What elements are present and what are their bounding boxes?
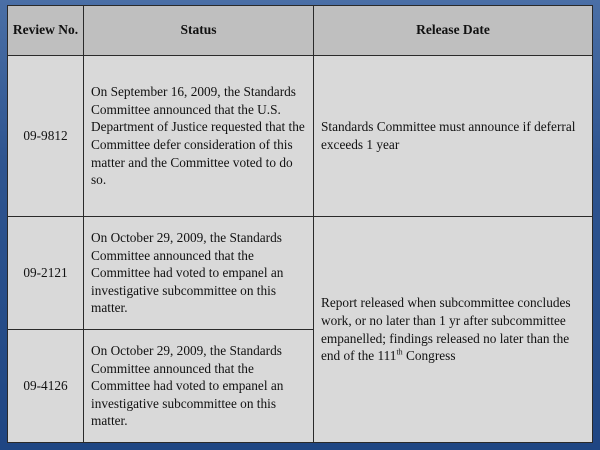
status-text: On October 29, 2009, the Standards Committee announced that the Committee had voted to empanel an investigative subcommittee on this matter. (84, 330, 314, 443)
status-text: On September 16, 2009, the Standards Committee announced that the U.S. Department of Justice requested that the Committee defer consideration of this matter and the Committee voted to do so. (84, 56, 314, 217)
review-number: 09-2121 (8, 217, 84, 330)
review-status-table (7, 5, 593, 443)
release-date-text-shared (314, 217, 593, 443)
header-review-no: Review No. (8, 6, 84, 56)
release-shared-text: Report released when subcommittee concludes work, or no later than 1 yr after subcommittee empanelled; findings released no later than the end of the 111 (321, 295, 571, 364)
table-row (8, 56, 593, 217)
header-status: Status (84, 6, 314, 56)
header-release-date: Release Date (314, 6, 593, 56)
release-shared-tail: Congress (406, 348, 456, 364)
release-date-text: Standards Committee must announce if deferral exceeds 1 year (314, 56, 593, 217)
review-number: 09-9812 (8, 56, 84, 217)
slide-frame (7, 5, 592, 442)
status-text: On October 29, 2009, the Standards Committee announced that the Committee had voted to empanel an investigative subcommittee on this matter. (84, 217, 314, 330)
table-row (8, 217, 593, 330)
table-header-row (8, 6, 593, 56)
review-number: 09-4126 (8, 330, 84, 443)
release-superscript: th (396, 347, 403, 357)
